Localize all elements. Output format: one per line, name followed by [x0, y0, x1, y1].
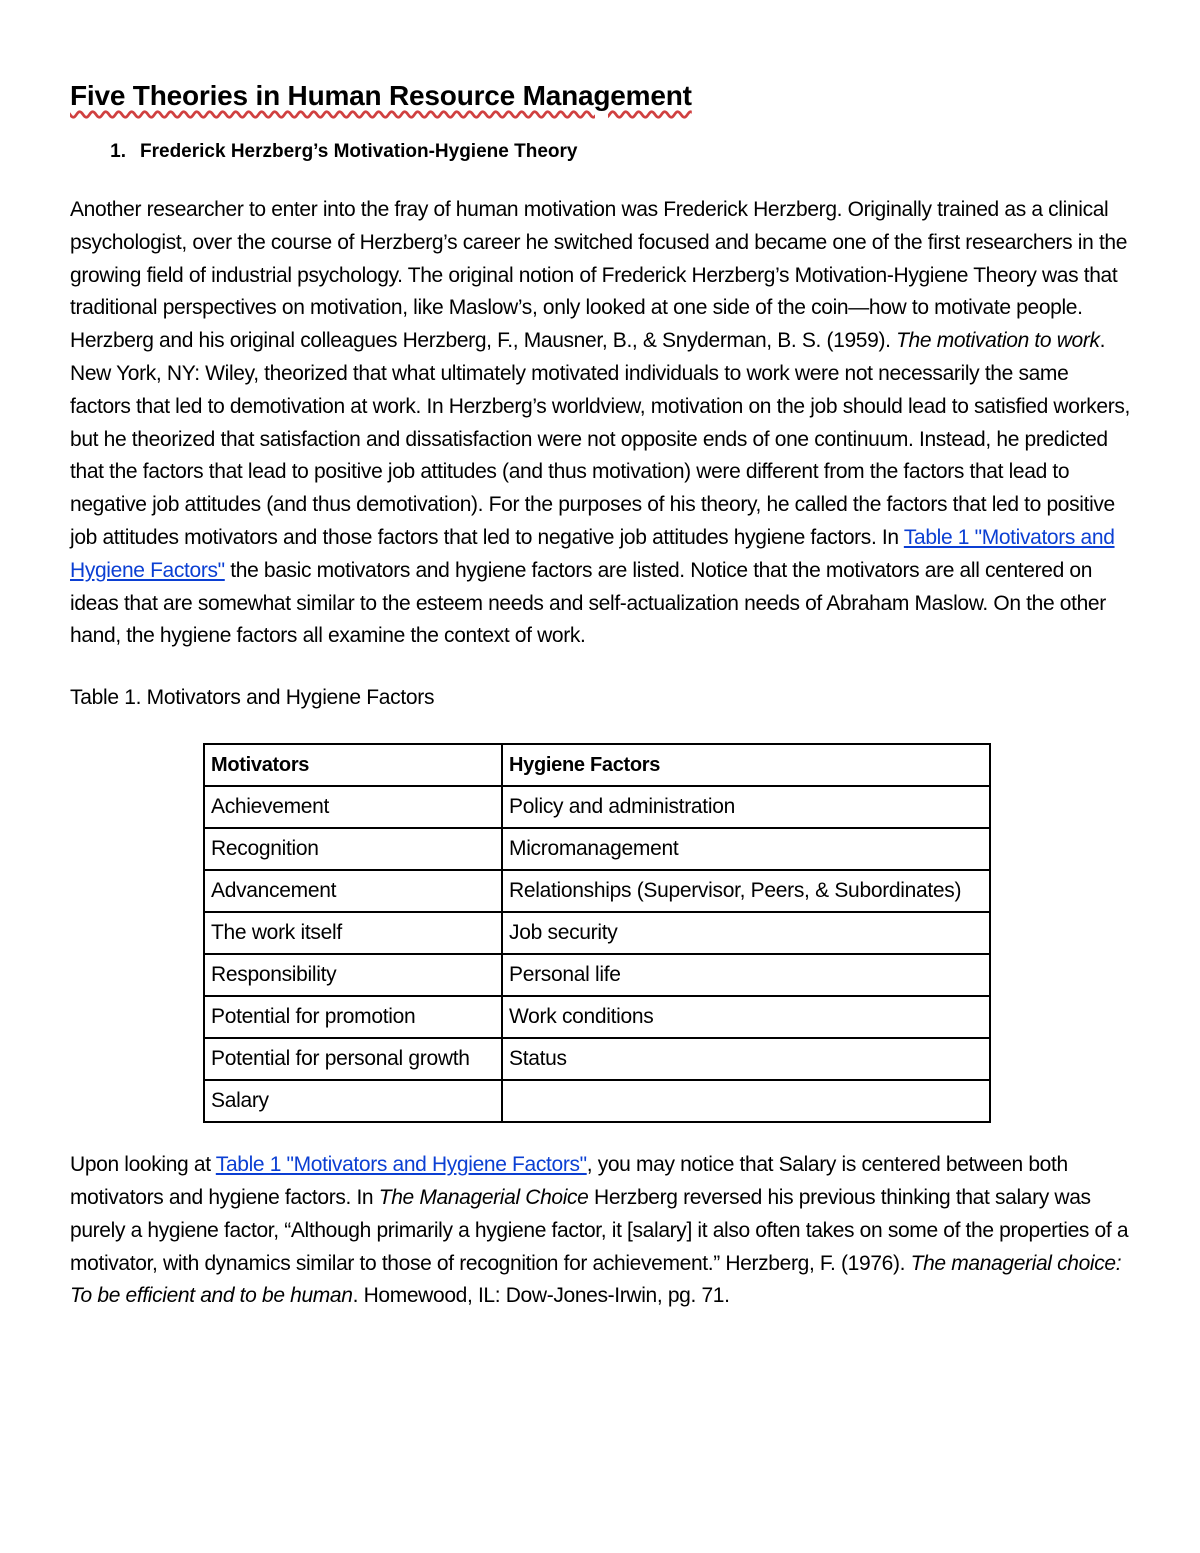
section-number: 1.	[110, 141, 126, 162]
paragraph-1-text-c: the basic motivators and hygiene factors are listed. Notice that the motivators are all centered on ideas that are somewhat similar to the esteem needs and self-actualization needs of Abraham Maslow. On the other hand, the hygiene factors all examine the context of work.	[70, 558, 1106, 648]
table-row	[204, 870, 990, 912]
header-motivators: Motivators	[204, 744, 502, 786]
motivator-cell: Potential for personal growth	[204, 1038, 502, 1080]
section-heading	[70, 138, 1130, 166]
document-title: Five Theories in Human Resource Management	[70, 80, 692, 111]
motivator-cell: Recognition	[204, 828, 502, 870]
book-title-italic: The managerial choice: To be efficient and to be human	[70, 1251, 1122, 1308]
book-title-italic: The motivation to work	[896, 329, 1100, 353]
table-row	[204, 996, 990, 1038]
paragraph-2-text-d: . Homewood, IL: Dow-Jones-Irwin, pg. 71.	[352, 1284, 730, 1308]
motivator-cell: Responsibility	[204, 954, 502, 996]
table-row	[204, 1038, 990, 1080]
hygiene-cell: Policy and administration	[502, 786, 990, 828]
header-hygiene-factors: Hygiene Factors	[502, 744, 990, 786]
section-heading-text: Frederick Herzberg’s Motivation-Hygiene Theory	[140, 141, 578, 162]
table-caption: Table 1. Motivators and Hygiene Factors	[70, 686, 435, 710]
hygiene-cell: Micromanagement	[502, 828, 990, 870]
motivator-cell: Achievement	[204, 786, 502, 828]
table-row	[204, 828, 990, 870]
paragraph-2-text-b: , you may notice that Salary is centered between both motivators and hygiene factors. In	[70, 1153, 1068, 1209]
hygiene-cell: Personal life	[502, 954, 990, 996]
motivators-hygiene-table	[203, 743, 991, 1123]
table-row	[204, 786, 990, 828]
document-page	[70, 70, 1130, 1313]
table-1-link[interactable]: Table 1 "Motivators and Hygiene Factors"	[215, 1153, 587, 1177]
paragraph-1-text-a: Another researcher to enter into the fray of human motivation was Frederick Herzberg. Originally trained as a clinical psychologist, over the course of Herzberg’s career he switched focused and became one of the first researchers in the growing field of industrial psychology. The original notion of Frederick Herzberg’s Motivation-Hygiene Theory was that traditional perspectives on motivation, like Maslow’s, only looked at one side of the coin—how to motivate people. Herzberg and his original colleagues Herzberg, F., Mausner, B., & Snyderman, B. S. (1959).	[70, 198, 1128, 353]
body-paragraph-2	[70, 1149, 1130, 1313]
hygiene-cell: Relationships (Supervisor, Peers, & Subordinates)	[502, 870, 990, 912]
table-row	[204, 912, 990, 954]
motivator-cell: Potential for promotion	[204, 996, 502, 1038]
hygiene-cell: Work conditions	[502, 996, 990, 1038]
table-row	[204, 954, 990, 996]
motivator-cell: The work itself	[204, 912, 502, 954]
paragraph-2-text-c: Herzberg reversed his previous thinking that salary was purely a hygiene factor, “Although primarily a hygiene factor, it [salary] it also often takes on some of the properties of a motivator, with dynamics similar to those of recognition for achievement.” Herzberg, F. (1976).	[70, 1185, 1129, 1275]
hygiene-cell: Job security	[502, 912, 990, 954]
table-header-row	[204, 744, 990, 786]
paragraph-2-text-a: Upon looking at	[70, 1153, 216, 1177]
table-row	[204, 1080, 990, 1122]
book-title-italic: The Managerial Choice	[378, 1185, 589, 1209]
hygiene-cell: Status	[502, 1038, 990, 1080]
hygiene-cell	[502, 1080, 990, 1122]
motivator-cell: Advancement	[204, 870, 502, 912]
motivator-cell: Salary	[204, 1080, 502, 1122]
table-1-link[interactable]: Table 1 "Motivators and Hygiene Factors"	[70, 525, 1115, 582]
paragraph-1-text-b: . New York, NY: Wiley, theorized that what ultimately motivated individuals to work were not necessarily the same factors that led to demotivation at work. In Herzberg’s worldview, motivation on the job should lead to satisfied workers, but he theorized that satisfaction and dissatisfaction were not opposite ends of one continuum. Instead, he predicted that the factors that lead to positive job attitudes (and thus motivation) were different from the factors that lead to negative job attitudes (and thus demotivation). For the purposes of his theory, he called the factors that led to positive job attitudes motivators and those factors that led to negative job attitudes hygiene factors. In	[70, 329, 1130, 549]
body-paragraph-1	[70, 194, 1130, 653]
